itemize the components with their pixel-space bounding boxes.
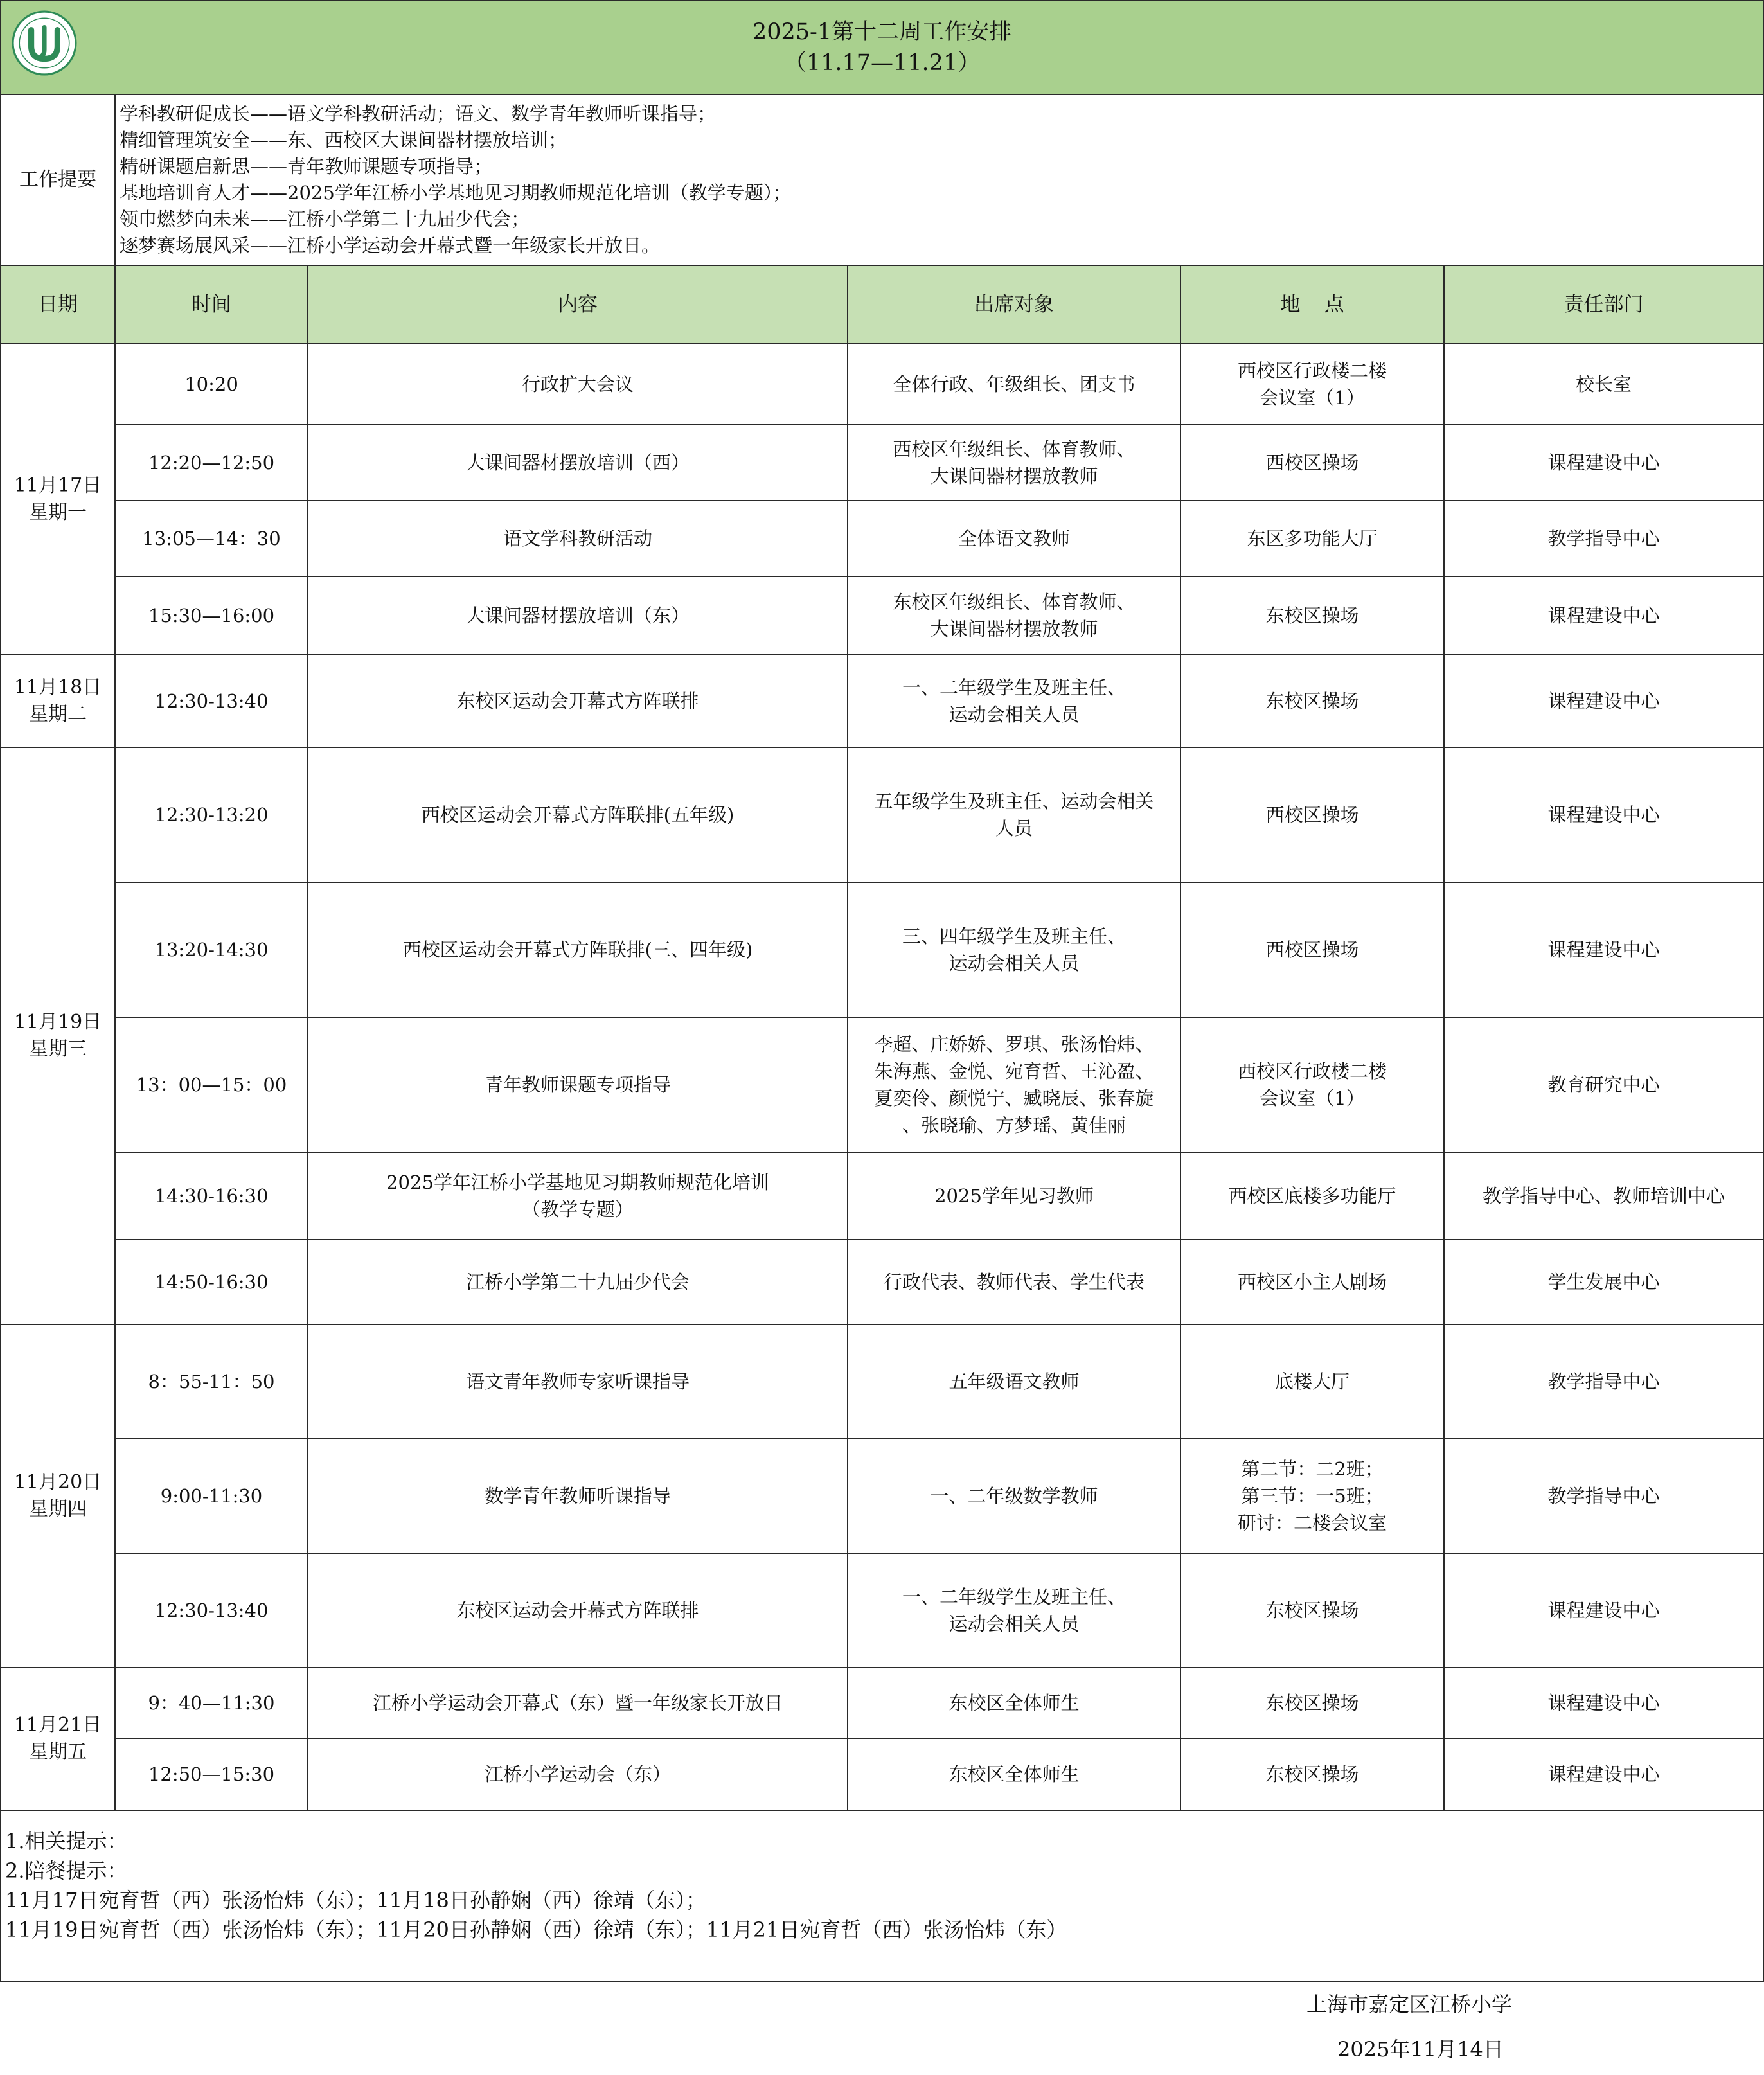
weekday-label: 星期二: [29, 703, 87, 726]
footer-spacer: [1, 1981, 1180, 2027]
cell-line: 大课间器材摆放培训（西）: [465, 452, 690, 474]
header-place-a: 地: [1280, 293, 1301, 316]
attendees-cell: [848, 1738, 1180, 1810]
cell-line: 五年级学生及班主任、运动会相关: [874, 790, 1154, 812]
summary-content: [115, 94, 1763, 265]
cell-line: 西校区操场: [1265, 452, 1359, 474]
cell-line: 运动会相关人员: [949, 1613, 1080, 1635]
cell-line: 三、四年级学生及班主任、: [902, 925, 1126, 947]
cell-line: 、张晓瑜、方梦瑶、黄佳丽: [902, 1114, 1126, 1136]
cell-line: 西校区行政楼二楼: [1237, 1060, 1387, 1082]
time-cell: 9：40—11:30: [115, 1668, 308, 1738]
cell-line: 西校区运动会开幕式方阵联排(五年级): [421, 804, 735, 826]
cell-line: 东校区全体师生: [949, 1692, 1080, 1714]
weekday-label: 星期四: [29, 1498, 87, 1520]
page-subtitle: （11.17—11.21）: [783, 50, 981, 76]
attendees-cell: [848, 344, 1180, 425]
place-cell: [1180, 1668, 1444, 1738]
attendees-cell: [848, 1240, 1180, 1324]
time-cell: 8：55-11：50: [115, 1324, 308, 1439]
notes-row: [1, 1810, 1763, 1981]
time-cell: 12:30-13:40: [115, 1553, 308, 1668]
cell-line: 江桥小学运动会（东）: [484, 1763, 671, 1785]
table-row: [1, 1738, 1763, 1810]
attendees-cell: [848, 1553, 1180, 1668]
summary-line: 学科教研促成长——语文学科教研活动；语文、数学青年教师听课指导；: [120, 103, 717, 125]
header-date: 日期: [1, 265, 115, 344]
cell-line: 东校区操场: [1265, 1599, 1359, 1621]
table-row: [1, 1324, 1763, 1439]
note-line: 11月19日宛育哲（西）张汤怡炜（东）；11月20日孙静娴（西）徐靖（东）；11月21日宛育哲（西）张汤怡炜（东）: [5, 1918, 1067, 1942]
table-row: [1, 655, 1763, 747]
attendees-cell: [848, 882, 1180, 1017]
time-cell: 12:30-13:20: [115, 747, 308, 882]
cell-line: 会议室（1）: [1260, 387, 1365, 409]
time-cell: 14:30-16:30: [115, 1152, 308, 1240]
table-row: [1, 1240, 1763, 1324]
place-cell: [1180, 576, 1444, 655]
cell-line: 全体语文教师: [958, 528, 1070, 549]
table-row: [1, 882, 1763, 1017]
time-cell: 13:20-14:30: [115, 882, 308, 1017]
place-cell: [1180, 747, 1444, 882]
content-cell: [308, 1553, 848, 1668]
weekday-label: 星期一: [29, 501, 87, 524]
dept-cell: 学生发展中心: [1444, 1240, 1763, 1324]
place-cell: [1180, 1017, 1444, 1152]
cell-line: 全体行政、年级组长、团支书: [893, 373, 1136, 395]
attendees-cell: [848, 747, 1180, 882]
footer-row: [1, 1981, 1763, 2027]
cell-line: 一、二年级学生及班主任、: [902, 1586, 1126, 1608]
header-dept: 责任部门: [1444, 265, 1763, 344]
content-cell: [308, 882, 848, 1017]
date-cell: [1, 655, 115, 747]
cell-line: 语文青年教师专家听课指导: [465, 1371, 690, 1393]
weekday-label: 星期五: [29, 1741, 87, 1763]
time-cell: 12:20—12:50: [115, 425, 308, 501]
cell-line: 一、二年级学生及班主任、: [902, 677, 1126, 699]
header-place-b: 点: [1324, 293, 1344, 316]
table-row: [1, 501, 1763, 576]
cell-line: 东校区操场: [1265, 690, 1359, 712]
column-header-row: [1, 265, 1763, 344]
time-cell: 14:50-16:30: [115, 1240, 308, 1324]
cell-line: 运动会相关人员: [949, 952, 1080, 974]
cell-line: 东校区操场: [1265, 1692, 1359, 1714]
table-row: [1, 747, 1763, 882]
cell-line: 东区多功能大厅: [1247, 528, 1378, 549]
cell-line: 一、二年级数学教师: [930, 1485, 1098, 1507]
header-content: 内容: [308, 265, 848, 344]
summary-line: 精细管理筑安全——东、西校区大课间器材摆放培训；: [120, 129, 567, 151]
dept-cell: 教学指导中心、教师培训中心: [1444, 1152, 1763, 1240]
cell-line: 2025学年见习教师: [934, 1185, 1094, 1207]
time-cell: 9:00-11:30: [115, 1439, 308, 1553]
attendees-cell: [848, 655, 1180, 747]
place-cell: [1180, 1152, 1444, 1240]
cell-line: 东校区操场: [1265, 605, 1359, 627]
attendees-cell: [848, 501, 1180, 576]
cell-line: 朱海燕、金悦、宛育哲、王沁盈、: [874, 1060, 1154, 1082]
dept-cell: 课程建设中心: [1444, 425, 1763, 501]
table-row: [1, 344, 1763, 425]
content-cell: [308, 425, 848, 501]
place-cell: [1180, 1738, 1444, 1810]
cell-line: （教学专题）: [521, 1198, 634, 1220]
table-row: [1, 1017, 1763, 1152]
notes-cell: [1, 1810, 1763, 1981]
cell-line: 第三节：一5班；: [1241, 1485, 1384, 1507]
dept-cell: 课程建设中心: [1444, 655, 1763, 747]
content-cell: [308, 1152, 848, 1240]
content-cell: [308, 576, 848, 655]
date-label: 11月21日: [13, 1714, 102, 1736]
dept-cell: 教学指导中心: [1444, 501, 1763, 576]
table-row: [1, 1668, 1763, 1738]
header-attendees: 出席对象: [848, 265, 1180, 344]
cell-line: 大课间器材摆放教师: [930, 465, 1098, 487]
cell-line: 夏奕伶、颜悦宁、臧晓辰、张春旋: [874, 1087, 1154, 1109]
title-cell: [1, 1, 1763, 94]
attendees-cell: [848, 1439, 1180, 1553]
school-logo-icon: [12, 10, 77, 76]
note-line: 11月17日宛育哲（西）张汤怡炜（东）；11月18日孙静娴（西）徐靖（东）；: [5, 1888, 706, 1912]
cell-line: 东校区全体师生: [949, 1763, 1080, 1785]
summary-line: 精研课题启新思——青年教师课题专项指导；: [120, 156, 493, 177]
date-cell: [1, 747, 115, 1324]
time-cell: 10:20: [115, 344, 308, 425]
cell-line: 五年级语文教师: [949, 1371, 1080, 1393]
cell-line: 人员: [995, 817, 1033, 839]
content-cell: [308, 1668, 848, 1738]
dept-cell: 课程建设中心: [1444, 1738, 1763, 1810]
weekday-label: 星期三: [29, 1038, 87, 1060]
content-cell: [308, 344, 848, 425]
cell-line: 语文学科教研活动: [503, 528, 652, 549]
attendees-cell: [848, 425, 1180, 501]
place-cell: [1180, 1439, 1444, 1553]
attendees-cell: [848, 576, 1180, 655]
table-row: [1, 425, 1763, 501]
cell-line: 西校区行政楼二楼: [1237, 360, 1387, 382]
content-cell: [308, 1240, 848, 1324]
date-cell: [1, 344, 115, 655]
table-row: [1, 1553, 1763, 1668]
content-cell: [308, 1738, 848, 1810]
cell-line: 大课间器材摆放培训（东）: [465, 605, 690, 627]
date-label: 11月20日: [13, 1471, 102, 1493]
content-cell: [308, 747, 848, 882]
cell-line: 西校区年级组长、体育教师、: [893, 438, 1136, 460]
cell-line: 会议室（1）: [1260, 1087, 1365, 1109]
cell-line: 西校区操场: [1265, 804, 1359, 826]
attendees-cell: [848, 1324, 1180, 1439]
date-label: 11月18日: [13, 676, 102, 699]
cell-line: 青年教师课题专项指导: [484, 1074, 671, 1096]
dept-cell: 课程建设中心: [1444, 1553, 1763, 1668]
cell-line: 数学青年教师听课指导: [484, 1485, 671, 1507]
dept-cell: 教学指导中心: [1444, 1439, 1763, 1553]
dept-cell: 课程建设中心: [1444, 882, 1763, 1017]
cell-line: 西校区运动会开幕式方阵联排(三、四年级): [402, 939, 753, 961]
content-cell: [308, 501, 848, 576]
cell-line: 行政代表、教师代表、学生代表: [883, 1271, 1145, 1293]
table-row: [1, 576, 1763, 655]
dept-cell: 教育研究中心: [1444, 1017, 1763, 1152]
page-title: 2025-1第十二周工作安排: [752, 19, 1012, 45]
summary-row: [1, 94, 1763, 265]
cell-line: 西校区操场: [1265, 939, 1359, 961]
date-label: 11月17日: [13, 474, 102, 497]
place-cell: [1180, 1324, 1444, 1439]
place-cell: [1180, 344, 1444, 425]
dept-cell: 课程建设中心: [1444, 1668, 1763, 1738]
cell-line: 研讨：二楼会议室: [1237, 1512, 1387, 1534]
attendees-cell: [848, 1017, 1180, 1152]
time-cell: 15:30—16:00: [115, 576, 308, 655]
attendees-cell: [848, 1668, 1180, 1738]
date-cell: [1, 1668, 115, 1810]
note-line: 2.陪餐提示：: [5, 1858, 128, 1883]
footer-org: 上海市嘉定区江桥小学: [1306, 1992, 1513, 2017]
summary-line: 基地培训育人才——2025学年江桥小学基地见习期教师规范化培训（教学专题）；: [120, 182, 792, 204]
header-time: 时间: [115, 265, 308, 344]
attendees-cell: [848, 1152, 1180, 1240]
cell-line: 李超、庄娇娇、罗琪、张汤怡炜、: [874, 1033, 1154, 1055]
content-cell: [308, 655, 848, 747]
footer-date: 2025年11月14日: [1337, 2037, 1504, 2062]
footer-spacer: [1, 2027, 1180, 2072]
time-cell: 13:05—14：30: [115, 501, 308, 576]
time-cell: 13：00—15：00: [115, 1017, 308, 1152]
cell-line: 西校区底楼多功能厅: [1228, 1185, 1396, 1207]
cell-line: 东校区运动会开幕式方阵联排: [456, 1599, 699, 1621]
note-line: 1.相关提示：: [5, 1829, 128, 1853]
cell-line: 东校区年级组长、体育教师、: [893, 591, 1136, 613]
summary-line: 领巾燃梦向未来——江桥小学第二十九届少代会；: [120, 208, 530, 230]
cell-line: 东校区操场: [1265, 1763, 1359, 1785]
summary-label: 工作提要: [1, 94, 115, 265]
cell-line: 东校区运动会开幕式方阵联排: [456, 690, 699, 712]
time-cell: 12:50—15:30: [115, 1738, 308, 1810]
date-cell: [1, 1324, 115, 1668]
place-cell: [1180, 425, 1444, 501]
content-cell: [308, 1017, 848, 1152]
dept-cell: 课程建设中心: [1444, 747, 1763, 882]
cell-line: 大课间器材摆放教师: [930, 618, 1098, 640]
cell-line: 底楼大厅: [1274, 1371, 1350, 1393]
content-cell: [308, 1324, 848, 1439]
place-cell: [1180, 1553, 1444, 1668]
dept-cell: 教学指导中心: [1444, 1324, 1763, 1439]
place-cell: [1180, 501, 1444, 576]
cell-line: 运动会相关人员: [949, 704, 1080, 726]
dept-cell: 课程建设中心: [1444, 576, 1763, 655]
header-place: [1180, 265, 1444, 344]
cell-line: 西校区小主人剧场: [1237, 1271, 1387, 1293]
cell-line: 第二节：二2班；: [1241, 1458, 1384, 1480]
cell-line: 江桥小学运动会开幕式（东）暨一年级家长开放日: [372, 1692, 783, 1714]
title-row: [1, 1, 1763, 94]
cell-line: 江桥小学第二十九届少代会: [465, 1271, 690, 1293]
dept-cell: 校长室: [1444, 344, 1763, 425]
place-cell: [1180, 1240, 1444, 1324]
cell-line: 行政扩大会议: [521, 373, 634, 395]
place-cell: [1180, 882, 1444, 1017]
table-row: [1, 1152, 1763, 1240]
summary-line: 逐梦赛场展风采——江桥小学运动会开幕式暨一年级家长开放日。: [120, 235, 661, 256]
date-label: 11月19日: [13, 1011, 102, 1033]
content-cell: [308, 1439, 848, 1553]
table-row: [1, 1439, 1763, 1553]
footer-row: [1, 2027, 1763, 2072]
place-cell: [1180, 655, 1444, 747]
time-cell: 12:30-13:40: [115, 655, 308, 747]
cell-line: 2025学年江桥小学基地见习期教师规范化培训: [386, 1171, 769, 1193]
